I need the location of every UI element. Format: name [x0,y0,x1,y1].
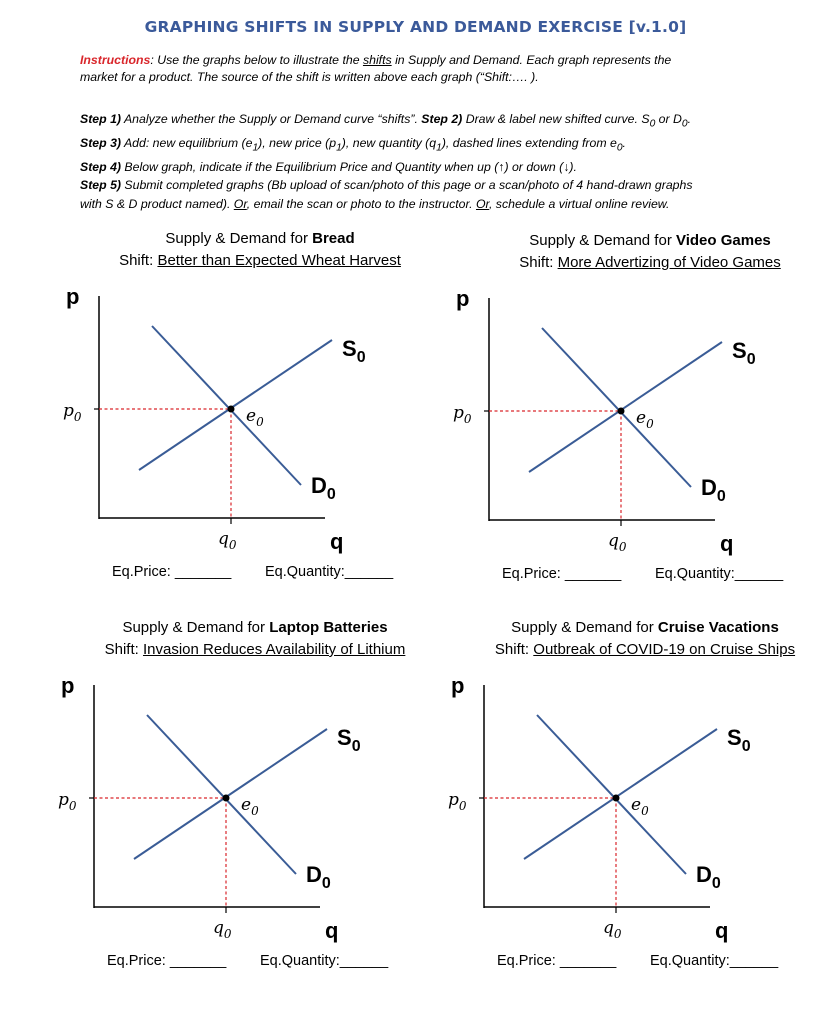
step-3-sub1: 1 [252,142,259,154]
e0-label: $e_0$ [636,408,654,431]
step-2-label: Step 2) [421,112,463,126]
graph-product: Bread [312,230,355,247]
step-3-sub4: 0 [616,142,623,154]
graph-panel-cruise-vacations [448,617,831,977]
graph-product: Laptop Batteries [269,619,388,636]
s0-label: $S_0$ [337,725,361,755]
graph-header-prefix: Supply & Demand for [122,619,270,636]
step-5-or-2: Or [475,196,489,211]
graph-shift: Outbreak of COVID-19 on Cruise Ships [533,641,796,658]
step-3-e: . [622,135,626,150]
graph-panel-laptop-batteries [58,617,455,977]
instructions [80,52,780,86]
demand-curve-d0 [147,715,296,874]
supply-demand-graph [58,617,435,957]
d0-label: $D_0$ [306,862,331,892]
equilibrium-point-e0 [613,795,620,802]
graph-shift: Better than Expected Wheat Harvest [157,252,401,269]
e0-label: $e_0$ [631,795,649,818]
demand-curve-d0 [152,326,301,485]
eq-quantity-line: Eq.Quantity:______ [265,564,394,580]
instructions-text-3: market for a product. The source of the shift is written above each graph (“Shift:…. ). [80,70,539,84]
equilibrium-point-e0 [228,406,235,413]
graph-shift-prefix: Shift: [119,252,158,269]
instructions-shifts-word: shifts [362,53,392,67]
q0-label: $q_0$ [218,529,237,552]
graph-shift: Invasion Reduces Availability of Lithium [142,641,406,658]
supply-demand-graph [63,228,440,568]
price-axis-label: p [61,673,75,698]
p0-label: $p_0$ [58,790,77,813]
step-2-sub: 0 [649,118,656,130]
page-title: GRAPHING SHIFTS IN SUPPLY AND DEMAND EXERCISE [v.1.0] [144,18,687,36]
supply-curve-s0 [529,342,722,472]
graph-shift-prefix: Shift: [104,641,143,658]
price-axis-label: p [66,284,80,309]
demand-curve-d0 [542,328,691,487]
step-5-d: , schedule a virtual online review. [488,196,670,211]
supply-curve-s0 [524,729,717,859]
graph-shift-prefix: Shift: [494,641,534,658]
equilibrium-point-e0 [618,408,625,415]
instructions-text-2: in Supply and Demand. Each graph represents the [391,53,672,67]
graph-header-prefix: Supply & Demand for [529,232,676,249]
step-1-label: Step 1) [80,112,121,126]
s0-label: $S_0$ [342,336,366,366]
p0-label: $p_0$ [453,403,472,426]
step-4-text: Below graph, indicate if the Equilibrium Price and Quantity when up (↑) or down (↓). [121,159,577,174]
quantity-axis-label: q [330,529,344,554]
s0-label: $S_0$ [732,338,756,368]
quantity-axis-label: q [720,531,734,556]
step-1-text: Analyze whether the Supply or Demand curve “shifts”. [121,112,422,126]
graph-shift-prefix: Shift: [519,254,558,271]
step-3-d: ), dashed lines extending from e [441,135,617,150]
quantity-axis-label: q [715,918,729,943]
quantity-axis-label: q [325,918,339,943]
step-2-tail: or D [655,112,682,126]
price-axis-label: p [451,673,465,698]
d0-label: $D_0$ [311,473,336,503]
demand-curve-d0 [537,715,686,874]
step-5-b: with S & D product named). [80,196,234,211]
graph-shift: More Advertizing of Video Games [557,254,781,271]
step-2-text: Draw & label new shifted curve. S [462,112,650,126]
step-3-label: Step 3) [80,135,121,150]
d0-label: $D_0$ [696,862,721,892]
s0-label: $S_0$ [727,725,751,755]
step-3-sub2: 1 [336,142,342,154]
graph-panel-bread [63,228,460,588]
step-2-end: . [687,112,692,126]
step-4-label: Step 4) [80,159,121,174]
eq-quantity-line: Eq.Quantity:______ [650,953,779,969]
eq-quantity-line: Eq.Quantity:______ [655,566,784,582]
step-3 [80,134,800,158]
supply-curve-s0 [139,340,332,470]
e0-label: $e_0$ [246,406,264,429]
step-4 [80,158,800,177]
eq-price-line: Eq.Price: _______ [112,564,232,580]
equilibrium-point-e0 [223,795,230,802]
q0-label: $q_0$ [213,918,232,941]
step-5-label: Step 5) [80,178,121,193]
e0-label: $e_0$ [241,795,259,818]
eq-price-line: Eq.Price: _______ [107,953,227,969]
step-3-c: ), new quantity (q [341,135,437,150]
graph-product: Video Games [675,232,771,249]
step-3-b: ), new price (p [258,135,337,150]
q0-label: $q_0$ [603,918,622,941]
step-5-a: Submit completed graphs (Bb upload of scan/photo of this page or a scan/photo of 4 hand-drawn graphs [121,178,693,193]
step-5-c: , email the scan or photo to the instructor. [246,196,476,211]
q0-label: $q_0$ [608,531,627,554]
eq-price-line: Eq.Price: _______ [497,953,617,969]
step-3-a: Add: new equilibrium (e [121,135,253,150]
supply-curve-s0 [134,729,327,859]
eq-price-line: Eq.Price: _______ [502,566,622,582]
p0-label: $p_0$ [448,790,467,813]
supply-demand-graph [448,617,825,957]
p0-label: $p_0$ [63,401,82,424]
instructions-label: Instructions [80,53,151,67]
step-2-sub2: 0 [681,118,688,130]
graph-header-prefix: Supply & Demand for [165,230,313,247]
graph-header-prefix: Supply & Demand for [511,619,658,636]
graph-panel-video-games [453,230,831,590]
graph-product: Cruise Vacations [657,619,779,636]
steps-list [80,110,800,213]
step-5-or-1: Or [233,196,247,211]
step-5 [80,176,800,213]
step-3-sub3: 1 [436,142,442,154]
supply-demand-graph [453,230,830,570]
eq-quantity-line: Eq.Quantity:______ [260,953,389,969]
step-1-2 [80,110,800,134]
d0-label: $D_0$ [701,475,726,505]
instructions-text-1: : Use the graphs below to illustrate the [150,53,363,67]
price-axis-label: p [456,286,470,311]
